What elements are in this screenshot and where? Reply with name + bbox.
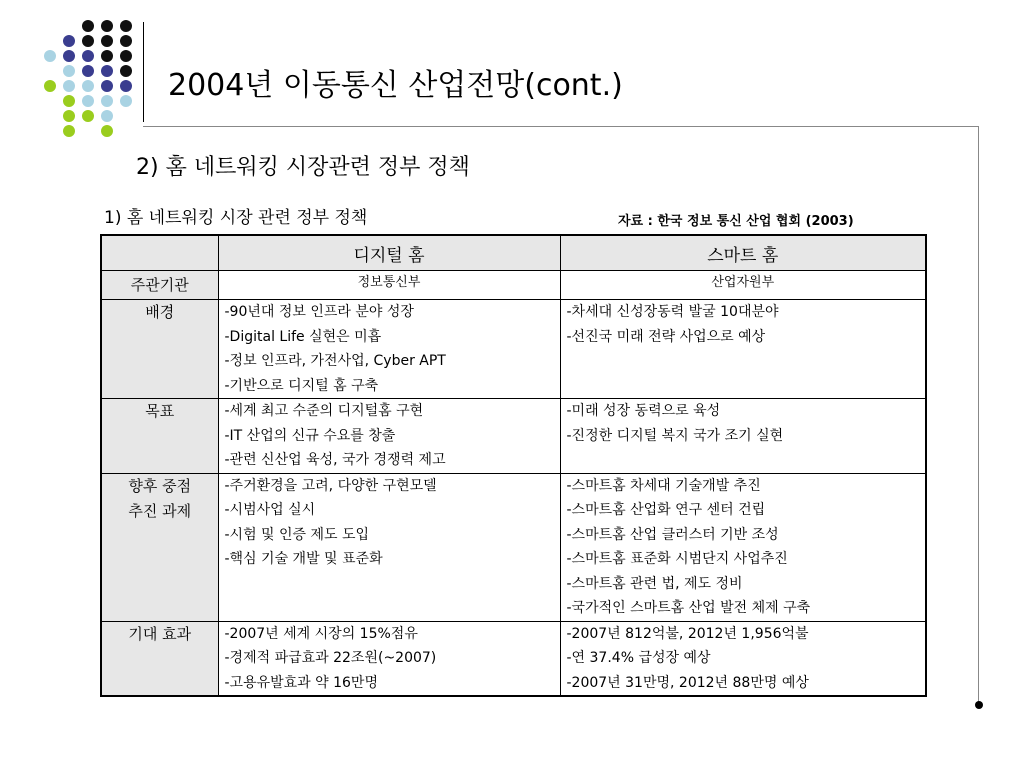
policy-table bbox=[100, 234, 927, 697]
row-label-line: 추진 과제 bbox=[128, 501, 192, 520]
header-smart-home: 스마트 홈 bbox=[560, 235, 926, 271]
cell-line: 정보통신부 bbox=[357, 275, 421, 290]
cell-line: -스마트홈 표준화 시범단지 사업추진 bbox=[566, 551, 788, 567]
cell-line: -미래 성장 동력으로 육성 bbox=[566, 403, 721, 419]
cell-line: -2007년 812억불, 2012년 1,956억불 bbox=[566, 625, 809, 642]
row-label-line: 주관기관 bbox=[130, 275, 189, 294]
dot bbox=[82, 110, 94, 122]
table-row bbox=[101, 271, 926, 300]
cell-line: -스마트홈 차세대 기술개발 추진 bbox=[566, 477, 761, 494]
dot bbox=[44, 50, 56, 62]
cell-line: -스마트홈 산업 클러스터 기반 조성 bbox=[566, 526, 779, 543]
row-label-line: 목표 bbox=[145, 402, 175, 420]
dot bbox=[63, 35, 75, 47]
row-label bbox=[101, 271, 218, 300]
dot bbox=[82, 95, 94, 107]
table-row bbox=[101, 621, 926, 696]
cell-digital bbox=[218, 271, 560, 300]
cell-line: -진정한 디지털 복지 국가 조기 실현 bbox=[566, 427, 784, 444]
decorative-dot-grid bbox=[40, 18, 136, 140]
row-label bbox=[101, 399, 218, 474]
table-caption: 1) 홈 네트워킹 시장 관련 정부 정책 bbox=[104, 208, 368, 228]
dot bbox=[63, 125, 75, 137]
row-label bbox=[101, 300, 218, 399]
row-label bbox=[101, 473, 218, 621]
cell-line: -스마트홈 산업화 연구 센터 건립 bbox=[566, 502, 766, 518]
cell-line: -경제적 파급효과 22조원(~2007) bbox=[224, 650, 437, 666]
dot bbox=[63, 65, 75, 77]
cell-line: -정보 인프라, 가전사업, Cyber APT bbox=[224, 353, 446, 369]
cell-line: -관련 신산업 육성, 국가 경쟁력 제고 bbox=[224, 452, 446, 468]
dot bbox=[101, 80, 113, 92]
row-label bbox=[101, 621, 218, 696]
row-label-line: 배경 bbox=[145, 303, 175, 321]
dot bbox=[101, 125, 113, 137]
cell-line: -고용유발효과 약 16만명 bbox=[224, 674, 378, 691]
dot bbox=[82, 50, 94, 62]
cell-line: -IT 산업의 신규 수요를 창출 bbox=[224, 427, 396, 444]
title-divider-vertical bbox=[143, 22, 144, 122]
cell-line: -2007년 31만명, 2012년 88만명 예상 bbox=[566, 674, 809, 691]
cell-smart bbox=[560, 473, 926, 621]
slide-subtitle: 2) 홈 네트워킹 시장관련 정부 정책 bbox=[136, 155, 470, 180]
cell-digital bbox=[218, 300, 560, 399]
cell-digital bbox=[218, 621, 560, 696]
table-row bbox=[101, 399, 926, 474]
cell-line: -시험 및 인증 제도 도입 bbox=[224, 526, 370, 543]
dot bbox=[120, 65, 132, 77]
cell-digital bbox=[218, 399, 560, 474]
cell-digital bbox=[218, 473, 560, 621]
cell-smart bbox=[560, 399, 926, 474]
dot bbox=[63, 95, 75, 107]
dot bbox=[101, 65, 113, 77]
dot bbox=[101, 35, 113, 47]
table-header-row bbox=[101, 235, 926, 271]
cell-line: -핵심 기술 개발 및 표준화 bbox=[224, 551, 383, 567]
table-row bbox=[101, 473, 926, 621]
dot bbox=[82, 20, 94, 32]
dot bbox=[101, 20, 113, 32]
cell-smart bbox=[560, 300, 926, 399]
dot bbox=[101, 110, 113, 122]
cell-line: -90년대 정보 인프라 분야 성장 bbox=[224, 304, 414, 320]
dot bbox=[63, 50, 75, 62]
dot bbox=[44, 80, 56, 92]
row-label-line: 향후 중점 bbox=[128, 476, 192, 495]
cell-line: -시범사업 실시 bbox=[224, 502, 316, 518]
cell-line: -차세대 신성장동력 발굴 10대분야 bbox=[566, 304, 779, 320]
dot bbox=[82, 80, 94, 92]
cell-line: 산업자원부 bbox=[711, 275, 775, 290]
title-divider-horizontal bbox=[143, 126, 979, 127]
dot bbox=[120, 35, 132, 47]
dot bbox=[120, 50, 132, 62]
header-blank bbox=[101, 235, 218, 271]
cell-line: -세계 최고 수준의 디지털홈 구현 bbox=[224, 403, 424, 419]
cell-line: -연 37.4% 급성장 예상 bbox=[566, 650, 711, 666]
dot bbox=[120, 95, 132, 107]
cell-smart bbox=[560, 271, 926, 300]
dot bbox=[120, 80, 132, 92]
dot bbox=[82, 35, 94, 47]
dot bbox=[63, 80, 75, 92]
dot bbox=[120, 20, 132, 32]
cell-line: -기반으로 디지털 홈 구축 bbox=[224, 377, 379, 394]
line-end-dot bbox=[975, 701, 983, 709]
cell-line: -2007년 세계 시장의 15%점유 bbox=[224, 625, 418, 642]
dot bbox=[63, 110, 75, 122]
cell-line: -선진국 미래 전략 사업으로 예상 bbox=[566, 328, 766, 345]
cell-line: -국가적인 스마트홈 산업 발전 체제 구축 bbox=[566, 600, 811, 616]
dot bbox=[82, 65, 94, 77]
row-label-line: 기대 효과 bbox=[128, 624, 192, 643]
source-note: 자료 : 한국 정보 통신 산업 협회 (2003) bbox=[618, 214, 854, 229]
cell-line: -주거환경을 고려, 다양한 구현모델 bbox=[224, 477, 437, 494]
cell-line: -스마트홈 관련 법, 제도 정비 bbox=[566, 575, 743, 592]
cell-line: -Digital Life 실현은 미흡 bbox=[224, 328, 382, 345]
dot bbox=[101, 50, 113, 62]
table-row bbox=[101, 300, 926, 399]
slide-title: 2004년 이동통신 산업전망(cont.) bbox=[168, 68, 623, 103]
right-border-line bbox=[978, 126, 979, 704]
cell-smart bbox=[560, 621, 926, 696]
header-digital-home: 디지털 홈 bbox=[218, 235, 560, 271]
dot bbox=[101, 95, 113, 107]
